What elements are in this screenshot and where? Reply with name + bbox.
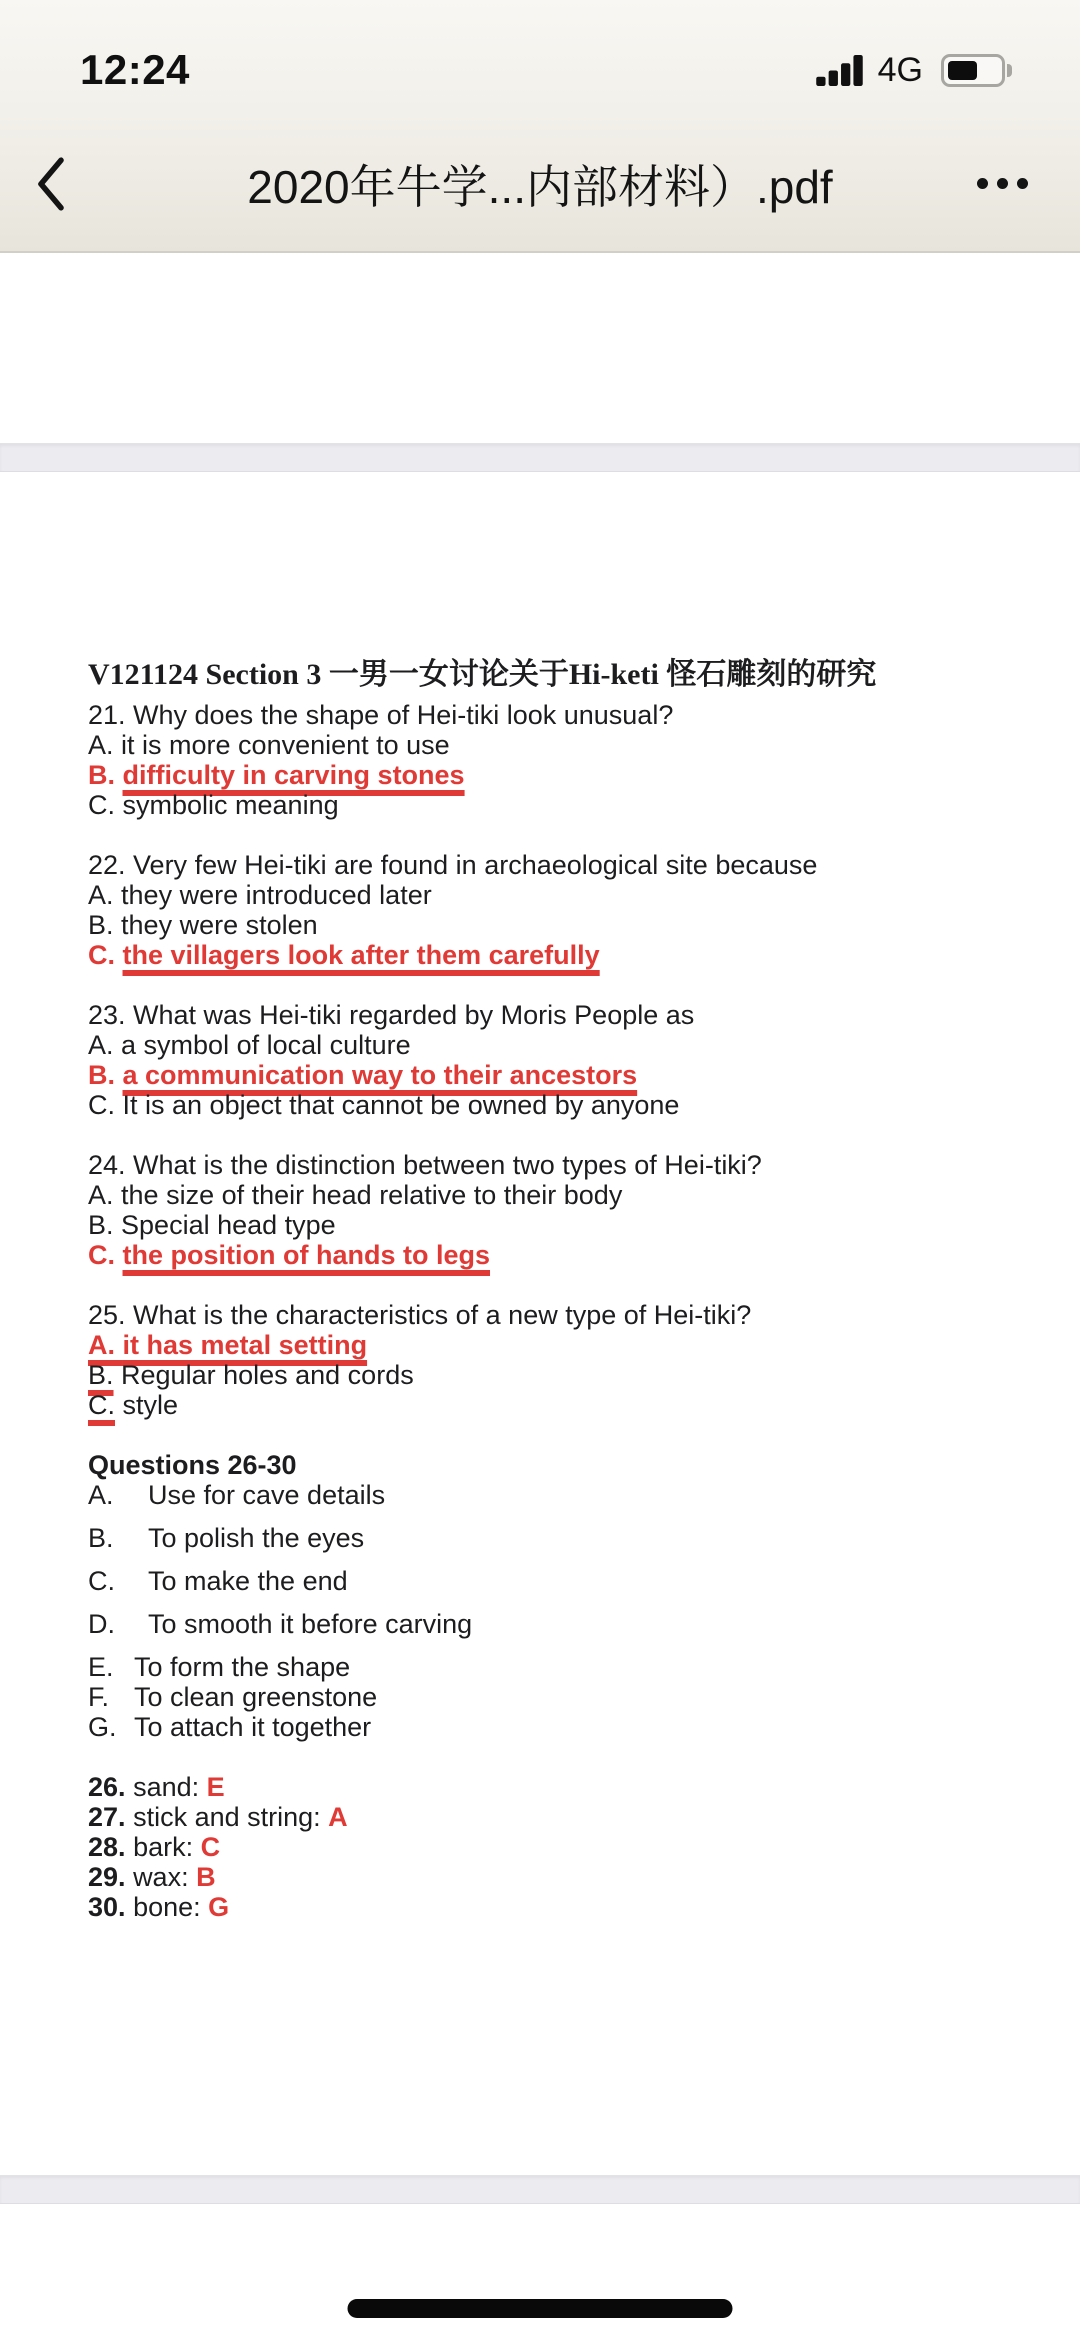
question-block-22 [88,850,1040,970]
option-text: it is more convenient to use [121,730,450,760]
option-label: A. [88,1330,115,1360]
option-label: B. [88,1210,114,1240]
option-line [88,1210,1040,1240]
answer-item: stick and string: [133,1802,321,1832]
option-text: To clean greenstone [134,1682,378,1712]
answer-option-line [88,1060,1040,1090]
document-title: 2020年牛学...内部材料）.pdf [247,160,833,213]
option-text: the villagers look after them carefully [122,940,600,970]
option-label: A. [88,880,114,910]
pdf-page-next [0,2204,1080,2339]
nav-bar [0,118,1080,249]
home-indicator[interactable] [348,2299,733,2318]
matching-option [88,1682,1040,1712]
option-text: a symbol of local culture [121,1030,411,1060]
answer-item: wax: [133,1862,189,1892]
answer-number: 30. [88,1892,126,1922]
option-line [88,1090,1040,1120]
option-label: C. [88,1240,115,1270]
option-text: Use for cave details [148,1480,386,1510]
answer-key [88,1772,1040,1922]
question-block-23 [88,1000,1040,1120]
option-text: It is an object that cannot be owned by anyone [122,1090,680,1120]
question-prompt: 23. What was Hei-tiki regarded by Moris People as [88,1000,695,1030]
answer-line [88,1802,1040,1832]
option-label: E. [88,1652,114,1682]
option-label: C. [88,940,115,970]
option-label: A. [88,1480,114,1510]
option-line [88,880,1040,910]
option-label: G. [88,1712,117,1742]
answer-line [88,1772,1040,1802]
section-title: V121124 Section 3 一男一女讨论关于Hi-keti 怪石雕刻的研究 [88,658,877,691]
answer-line [88,1862,1040,1892]
option-text: Regular holes and cords [121,1360,414,1390]
answer-number: 27. [88,1802,126,1832]
option-text: To make the end [148,1566,348,1596]
top-chrome [0,0,1080,253]
page-separator [0,443,1080,472]
option-text: symbolic meaning [122,790,339,820]
page-separator [0,2175,1080,2204]
option-text: it has metal setting [122,1330,368,1360]
option-label: B. [88,1523,114,1553]
answer-option-line [88,760,1040,790]
option-label: A. [88,730,114,760]
answer-option-line [88,1240,1040,1270]
option-line [88,1360,1040,1390]
option-text: style [122,1390,179,1420]
answer-line [88,1832,1040,1862]
matching-section [88,1450,1040,1742]
answer-letter: A [328,1802,348,1832]
answer-number: 26. [88,1772,126,1802]
option-label: B. [88,760,115,790]
option-label: B. [88,1360,114,1390]
question-prompt: 24. What is the distinction between two types of Hei-tiki? [88,1150,762,1180]
status-icons [816,51,1012,90]
chevron-left-icon [36,155,66,213]
option-label: D. [88,1609,115,1639]
question-block-24 [88,1150,1040,1270]
option-text: they were stolen [121,910,318,940]
answer-letter: C [200,1832,221,1862]
option-line [88,1180,1040,1210]
option-text: To form the shape [134,1652,351,1682]
matching-header: Questions 26-30 [88,1450,297,1480]
answer-item: sand: [133,1772,200,1802]
option-line [88,1030,1040,1060]
battery-body [941,54,1005,87]
answer-item: bone: [133,1892,201,1922]
question-prompt: 25. What is the characteristics of a new type of Hei-tiki? [88,1300,752,1330]
answer-letter: E [206,1772,225,1802]
status-time: 12:24 [80,46,190,93]
answer-option-line [88,940,1040,970]
ellipsis-icon [997,178,1008,189]
option-text: To smooth it before carving [148,1609,473,1639]
answer-option-line [88,1330,1040,1360]
answer-line [88,1892,1040,1922]
matching-option [88,1566,1040,1596]
pdf-scroll-area[interactable] [0,253,1080,2339]
answer-letter: G [208,1892,230,1922]
option-text: difficulty in carving stones [122,760,465,790]
document-content [0,472,1080,1922]
option-text: a communication way to their ancestors [122,1060,638,1090]
back-button[interactable] [36,146,100,222]
answer-number: 29. [88,1862,126,1892]
option-label: F. [88,1682,110,1712]
option-line [88,790,1040,820]
pdf-page-current [0,472,1080,2175]
question-block-25 [88,1300,1040,1420]
option-label: A. [88,1180,114,1210]
matching-option [88,1652,1040,1682]
network-type-label: 4G [877,50,923,89]
option-text: To polish the eyes [148,1523,365,1553]
option-label: C. [88,790,115,820]
battery-fill [948,61,977,80]
matching-option [88,1609,1040,1639]
option-label: C. [88,1390,115,1420]
answer-letter: B [196,1862,216,1892]
matching-option [88,1712,1040,1742]
pdf-page-previous [0,253,1080,443]
answer-underline [88,1330,367,1360]
matching-option [88,1480,1040,1510]
ellipsis-icon [1017,178,1028,189]
battery-cap [1007,64,1012,77]
battery-icon [941,54,1012,87]
question-block-21 [88,700,1040,820]
option-text: the size of their head relative to their body [121,1180,623,1210]
matching-option [88,1523,1040,1553]
option-label: C. [88,1566,115,1596]
answer-item: bark: [133,1832,194,1862]
option-text: the position of hands to legs [122,1240,491,1270]
ellipsis-icon [977,178,988,189]
signal-bars-icon [816,55,864,86]
option-text: they were introduced later [121,880,432,910]
option-label: C. [88,1090,115,1120]
answer-number: 28. [88,1832,126,1862]
option-line [88,730,1040,760]
option-label: B. [88,910,114,940]
option-label: A. [88,1030,114,1060]
option-line [88,1390,1040,1420]
option-line [88,910,1040,940]
question-prompt: 21. Why does the shape of Hei-tiki look unusual? [88,700,674,730]
status-bar [0,0,1080,118]
option-text: To attach it together [134,1712,372,1742]
more-button[interactable] [961,154,1044,213]
option-label: B. [88,1060,115,1090]
option-text: Special head type [121,1210,336,1240]
question-prompt: 22. Very few Hei-tiki are found in archaeological site because [88,850,818,880]
